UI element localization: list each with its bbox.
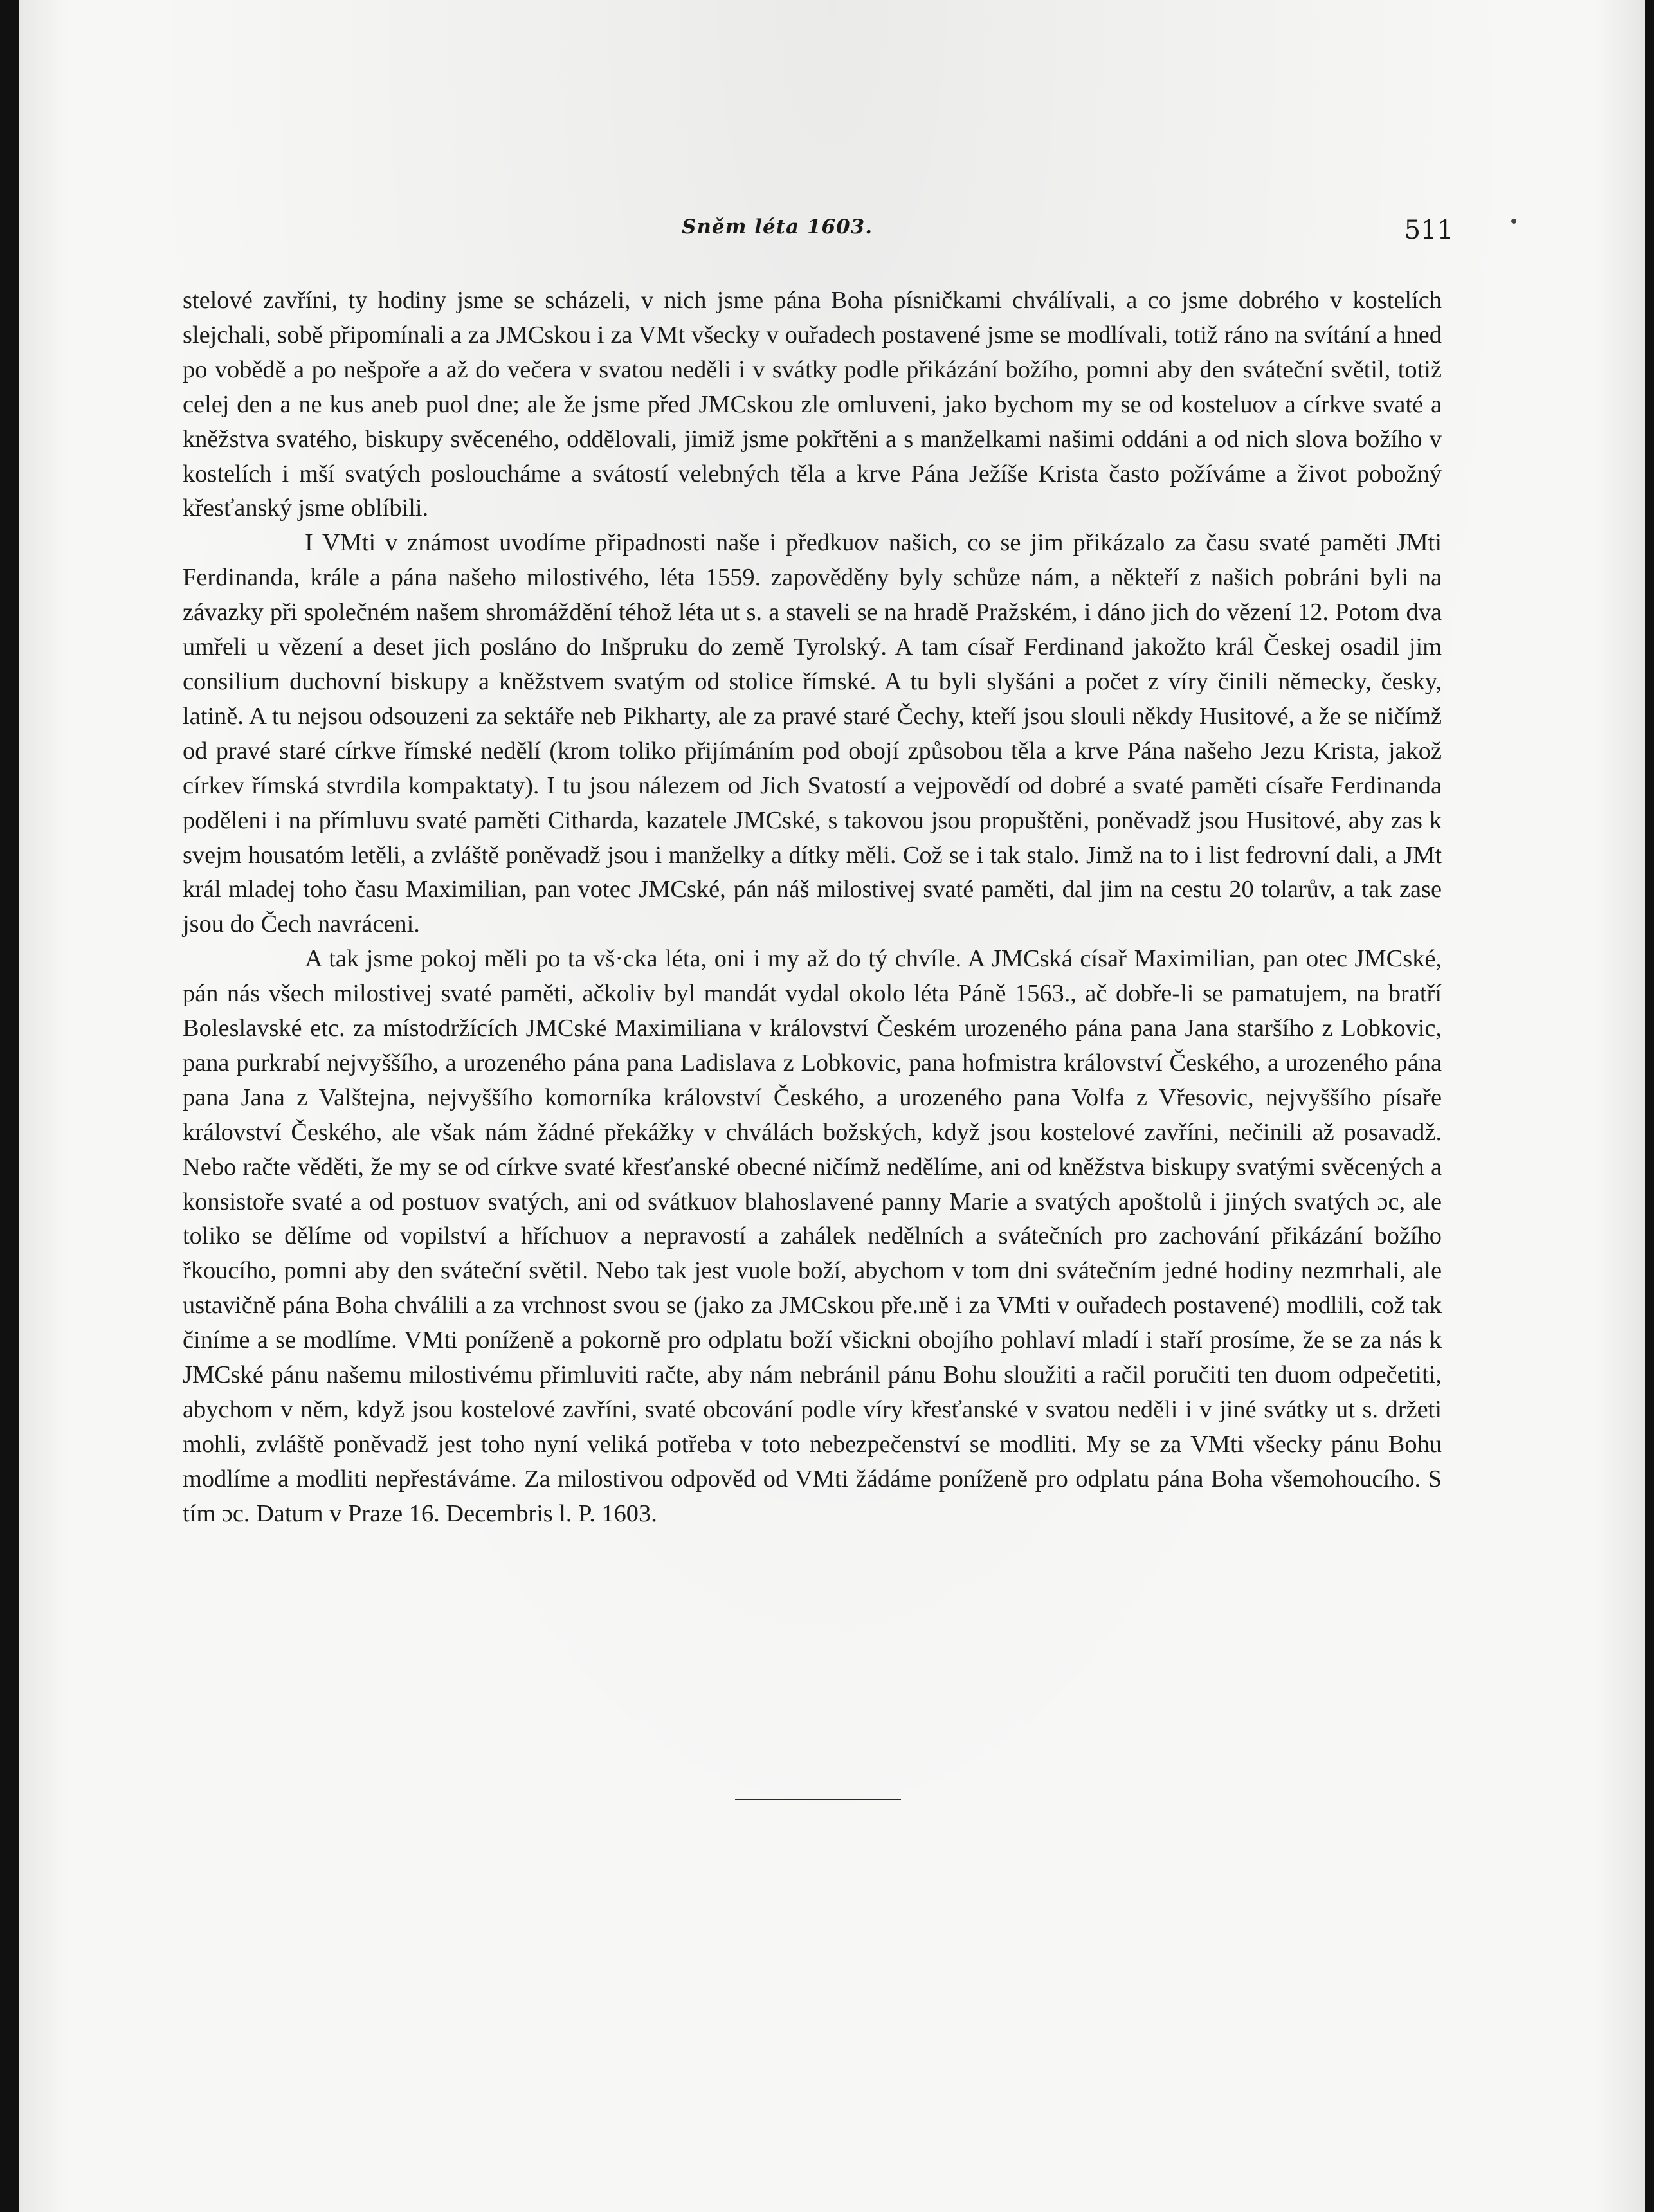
scan-speck — [1511, 219, 1516, 224]
running-title: Sněm léta 1603. — [682, 215, 873, 239]
paragraph: A tak jsme pokoj měli po ta vš·cka léta, oni i my až do tý chvíle. A JMCská císař Maximilian, pan otec JMCské, pán nás všech milostivej svaté paměti, ačkoliv byl mandát vydal okolo léta Páně 1563., ač dobře-li se pamatujem, na bratří Boleslavské etc. za místodržících JMCské Maximiliana v království Českém urozeného pána pana Jana staršího z Lobkovic, pana purkrabí nejvyššího, a urozeného pána pana Ladislava z Lobkovic, pana hofmistra království Českého, a urozeného pána pana Jana z Valštejna, nejvyššího komorníka království Českého, a urozeného pana Volfa z Vřesovic, nejvyššího písaře království Českého, ale však nám žádné překážky v chválách božských, když jsou kostelové zavříni, nečinili až posavadž. Nebo račte věděti, že my se od církve svaté křesťanské obecné ničímž nedělíme, ani od kněžstva biskupy svatými svěcených a konsistoře svaté a od postuov svatých, ani od svátkuov blahoslavené panny Marie a svatých apoštolů i jiných svatých ɔc, ale toliko se dělíme od vopilství a hříchuov a nepravostí a zahálek nedělních a svátečních pro zachování přikázání božího řkoucího, pomni aby den sváteční světil. Nebo tak jest vuole boží, abychom v tom dni svátečním jedné hodiny nezmrhali, ale ustavičně pána Boha chválili a za vrchnost svou se (jako za JMCskou pře.ıně i za VMti v ouřadech postavené) modlili, což tak činíme a se modlíme. VMti poníženě a pokorně pro odplatu boží všickni obojího pohlaví mladí i staří prosíme, že se za nás k JMCské pánu našemu milostivému přimluviti račte, aby nám nebránil pánu Bohu sloužiti a račil poručiti ten duom odpečetiti, abychom v něm, když jsou kostelové zavříni, svaté obcování podle víry křesťanské v svatou neděli i v jiné svátky ut s. držeti mohli, zvláště poněvadž jest toho nyní veliká potřeba v toto nebezpečenství se modliti. My se za VMti všecky pánu Bohu modlíme a modliti nepřestáváme. Za milostivou odpověd od VMti žádáme poníženě pro odplatu pána Boha všemohoucího. S tím ɔc. Datum v Praze 16. Decembris l. P. 1603. — [183, 945, 1442, 1527]
paragraph-continued: stelové zavříni, ty hodiny jsme se scházeli, v nich jsme pána Boha písničkami chválívali, a co jsme dobrého v kostelích slejchali, sobě připomínali a za JMCskou i za VMt všecky v ouřadech postavené jsme se modlívali, totiž ráno na svítání a hned po vobědě a po nešpoře a až do večera v svatou neděli i v svátky podle přikázání božího, pomni aby den sváteční světil, totiž celej den a ne kus aneb puol dne; ale že jsme před JMCskou zle omluveni, jako bychom my se od kosteluov a církve svaté a kněžstva svatého, biskupy svěceného, oddělovali, jimiž jsme pokřtěni a s manželkami našimi oddáni a od nich slova božího v kostelích i mší svatých posloucháme a svátostí velebných těla a krve Pána Ježíše Krista často požíváme a život pobožný křesťanský jsme oblíbili. — [183, 287, 1442, 522]
closing-rule — [735, 1799, 901, 1800]
page-number: 511 — [1404, 215, 1453, 245]
body-text — [183, 284, 1442, 1532]
document-page — [19, 0, 1645, 2212]
paragraph: I VMti v známost uvodíme připadnosti naše i předkuov našich, co se jim přikázalo za času svaté paměti JMti Ferdinanda, krále a pána našeho milostivého, léta 1559. zapověděny byly schůze nám, a někteří z našich pobráni byli na závazky při společném našem shromáždění téhož léta ut s. a staveli se na hradě Pražském, i dáno jich do vězení 12. Potom dva umřeli u vězení a deset jich posláno do Inšpruku do země Tyrolský. A tam císař Ferdinand jakožto král Českej osadil jim consilium duchovní biskupy a kněžstvem svatým od stolice římské. A tu byli slyšáni a počet z víry činili německy, česky, latině. A tu nejsou odsouzeni za sektáře neb Pikharty, ale za pravé staré Čechy, kteří jsou slouli někdy Husitové, a že se ničímž od pravé staré církve římské nedělí (krom toliko přijímáním pod obojí způsobou těla a krve Pána našeho Jezu Krista, jakož církev římská stvrdila kompaktaty). I tu jsou nálezem od Jich Svatostí a vejpovědí od dobré a svaté paměti císaře Ferdinanda poděleni i na přímluvu svaté paměti Citharda, kazatele JMCské, s takovou jsou propuštěni, poněvadž jsou Husitové, aby zas k svejm housatóm letěli, a zvláště poněvadž jsou i manželky a dítky měli. Což se i tak stalo. Jimž na to i list fedrovní dali, a JMt král mladej toho času Maximilian, pan votec JMCské, pán náš milostivej svaté paměti, dal jim na cestu 20 tolarův, a tak zase jsou do Čech navráceni. — [183, 529, 1442, 938]
